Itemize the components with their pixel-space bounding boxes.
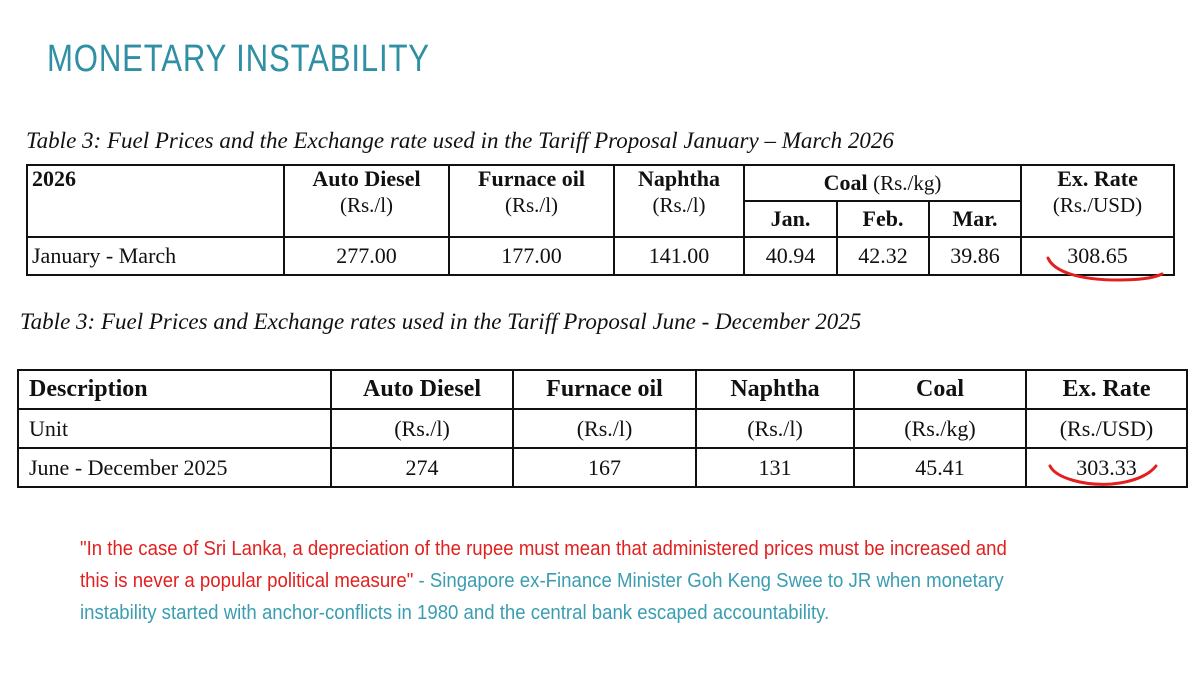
cell-naphtha: 141.00 — [614, 237, 744, 275]
cell-coal-feb: 42.32 — [837, 237, 929, 275]
fuel-prices-table-2025 — [17, 369, 1188, 488]
cell-naphtha: 131 — [696, 448, 854, 487]
header-coal-feb: Feb. — [837, 201, 929, 237]
unit-ex-rate: (Rs./USD) — [1026, 409, 1187, 448]
header-coal-jan: Jan. — [744, 201, 837, 237]
table2-caption: Table 3: Fuel Prices and Exchange rates used in the Tariff Proposal June - December 2025 — [20, 309, 862, 334]
cell-coal: 45.41 — [854, 448, 1026, 487]
quote-attribution: - Singapore ex-Finance Minister Goh Keng Swee to JR when monetary instability started with anchor-conflicts in 1980 and the central bank escaped accountability. — [80, 570, 1004, 624]
row-period: January - March — [27, 237, 284, 275]
fuel-prices-table-2026 — [26, 164, 1175, 276]
header-coal-mar: Mar. — [929, 201, 1021, 237]
ex-rate-unit: (Rs./USD) — [1052, 193, 1143, 217]
header-ex-rate: Ex. Rate — [1026, 370, 1187, 409]
cell-furnace-oil: 177.00 — [449, 237, 614, 275]
cell-auto-diesel: 277.00 — [284, 237, 449, 275]
furnace-oil-label: Furnace oil — [478, 166, 585, 191]
coal-unit: (Rs./kg) — [873, 171, 942, 195]
cell-coal-jan: 40.94 — [744, 237, 837, 275]
header-furnace-oil: Furnace oil — [513, 370, 696, 409]
cell-furnace-oil: 167 — [513, 448, 696, 487]
red-underline-mark-1 — [1040, 250, 1170, 290]
quote-block — [80, 533, 1019, 629]
coal-label: Coal — [823, 170, 868, 195]
ex-rate-label: Ex. Rate — [1057, 166, 1138, 191]
header-coal — [744, 165, 1021, 201]
unit-label: Unit — [18, 409, 331, 448]
row-period: June - December 2025 — [18, 448, 331, 487]
unit-furnace-oil: (Rs./l) — [513, 409, 696, 448]
red-underline-mark-2 — [1040, 458, 1170, 498]
unit-coal: (Rs./kg) — [854, 409, 1026, 448]
quote-text: "In the case of Sri Lanka, a depreciation of the rupee must mean that administered prices must be increased and this is never a popular political measure" — [80, 538, 1007, 592]
header-naphtha — [614, 165, 744, 237]
cell-ex-rate: 308.65 — [1021, 237, 1174, 275]
header-description: Description — [18, 370, 331, 409]
furnace-oil-unit: (Rs./l) — [504, 193, 559, 217]
header-auto-diesel: Auto Diesel — [331, 370, 513, 409]
header-coal: Coal — [854, 370, 1026, 409]
auto-diesel-unit: (Rs./l) — [339, 193, 394, 217]
header-ex-rate — [1021, 165, 1174, 237]
header-naphtha: Naphtha — [696, 370, 854, 409]
header-year: 2026 — [27, 165, 284, 237]
table1-caption: Table 3: Fuel Prices and the Exchange rate used in the Tariff Proposal January – March 2026 — [26, 128, 894, 153]
header-furnace-oil — [449, 165, 614, 237]
cell-coal-mar: 39.86 — [929, 237, 1021, 275]
slide-title: MONETARY INSTABILITY — [47, 38, 430, 80]
naphtha-label: Naphtha — [638, 166, 720, 191]
header-auto-diesel — [284, 165, 449, 237]
unit-auto-diesel: (Rs./l) — [331, 409, 513, 448]
auto-diesel-label: Auto Diesel — [312, 166, 421, 191]
unit-naphtha: (Rs./l) — [696, 409, 854, 448]
cell-ex-rate: 303.33 — [1026, 448, 1187, 487]
cell-auto-diesel: 274 — [331, 448, 513, 487]
naphtha-unit: (Rs./l) — [652, 193, 706, 217]
